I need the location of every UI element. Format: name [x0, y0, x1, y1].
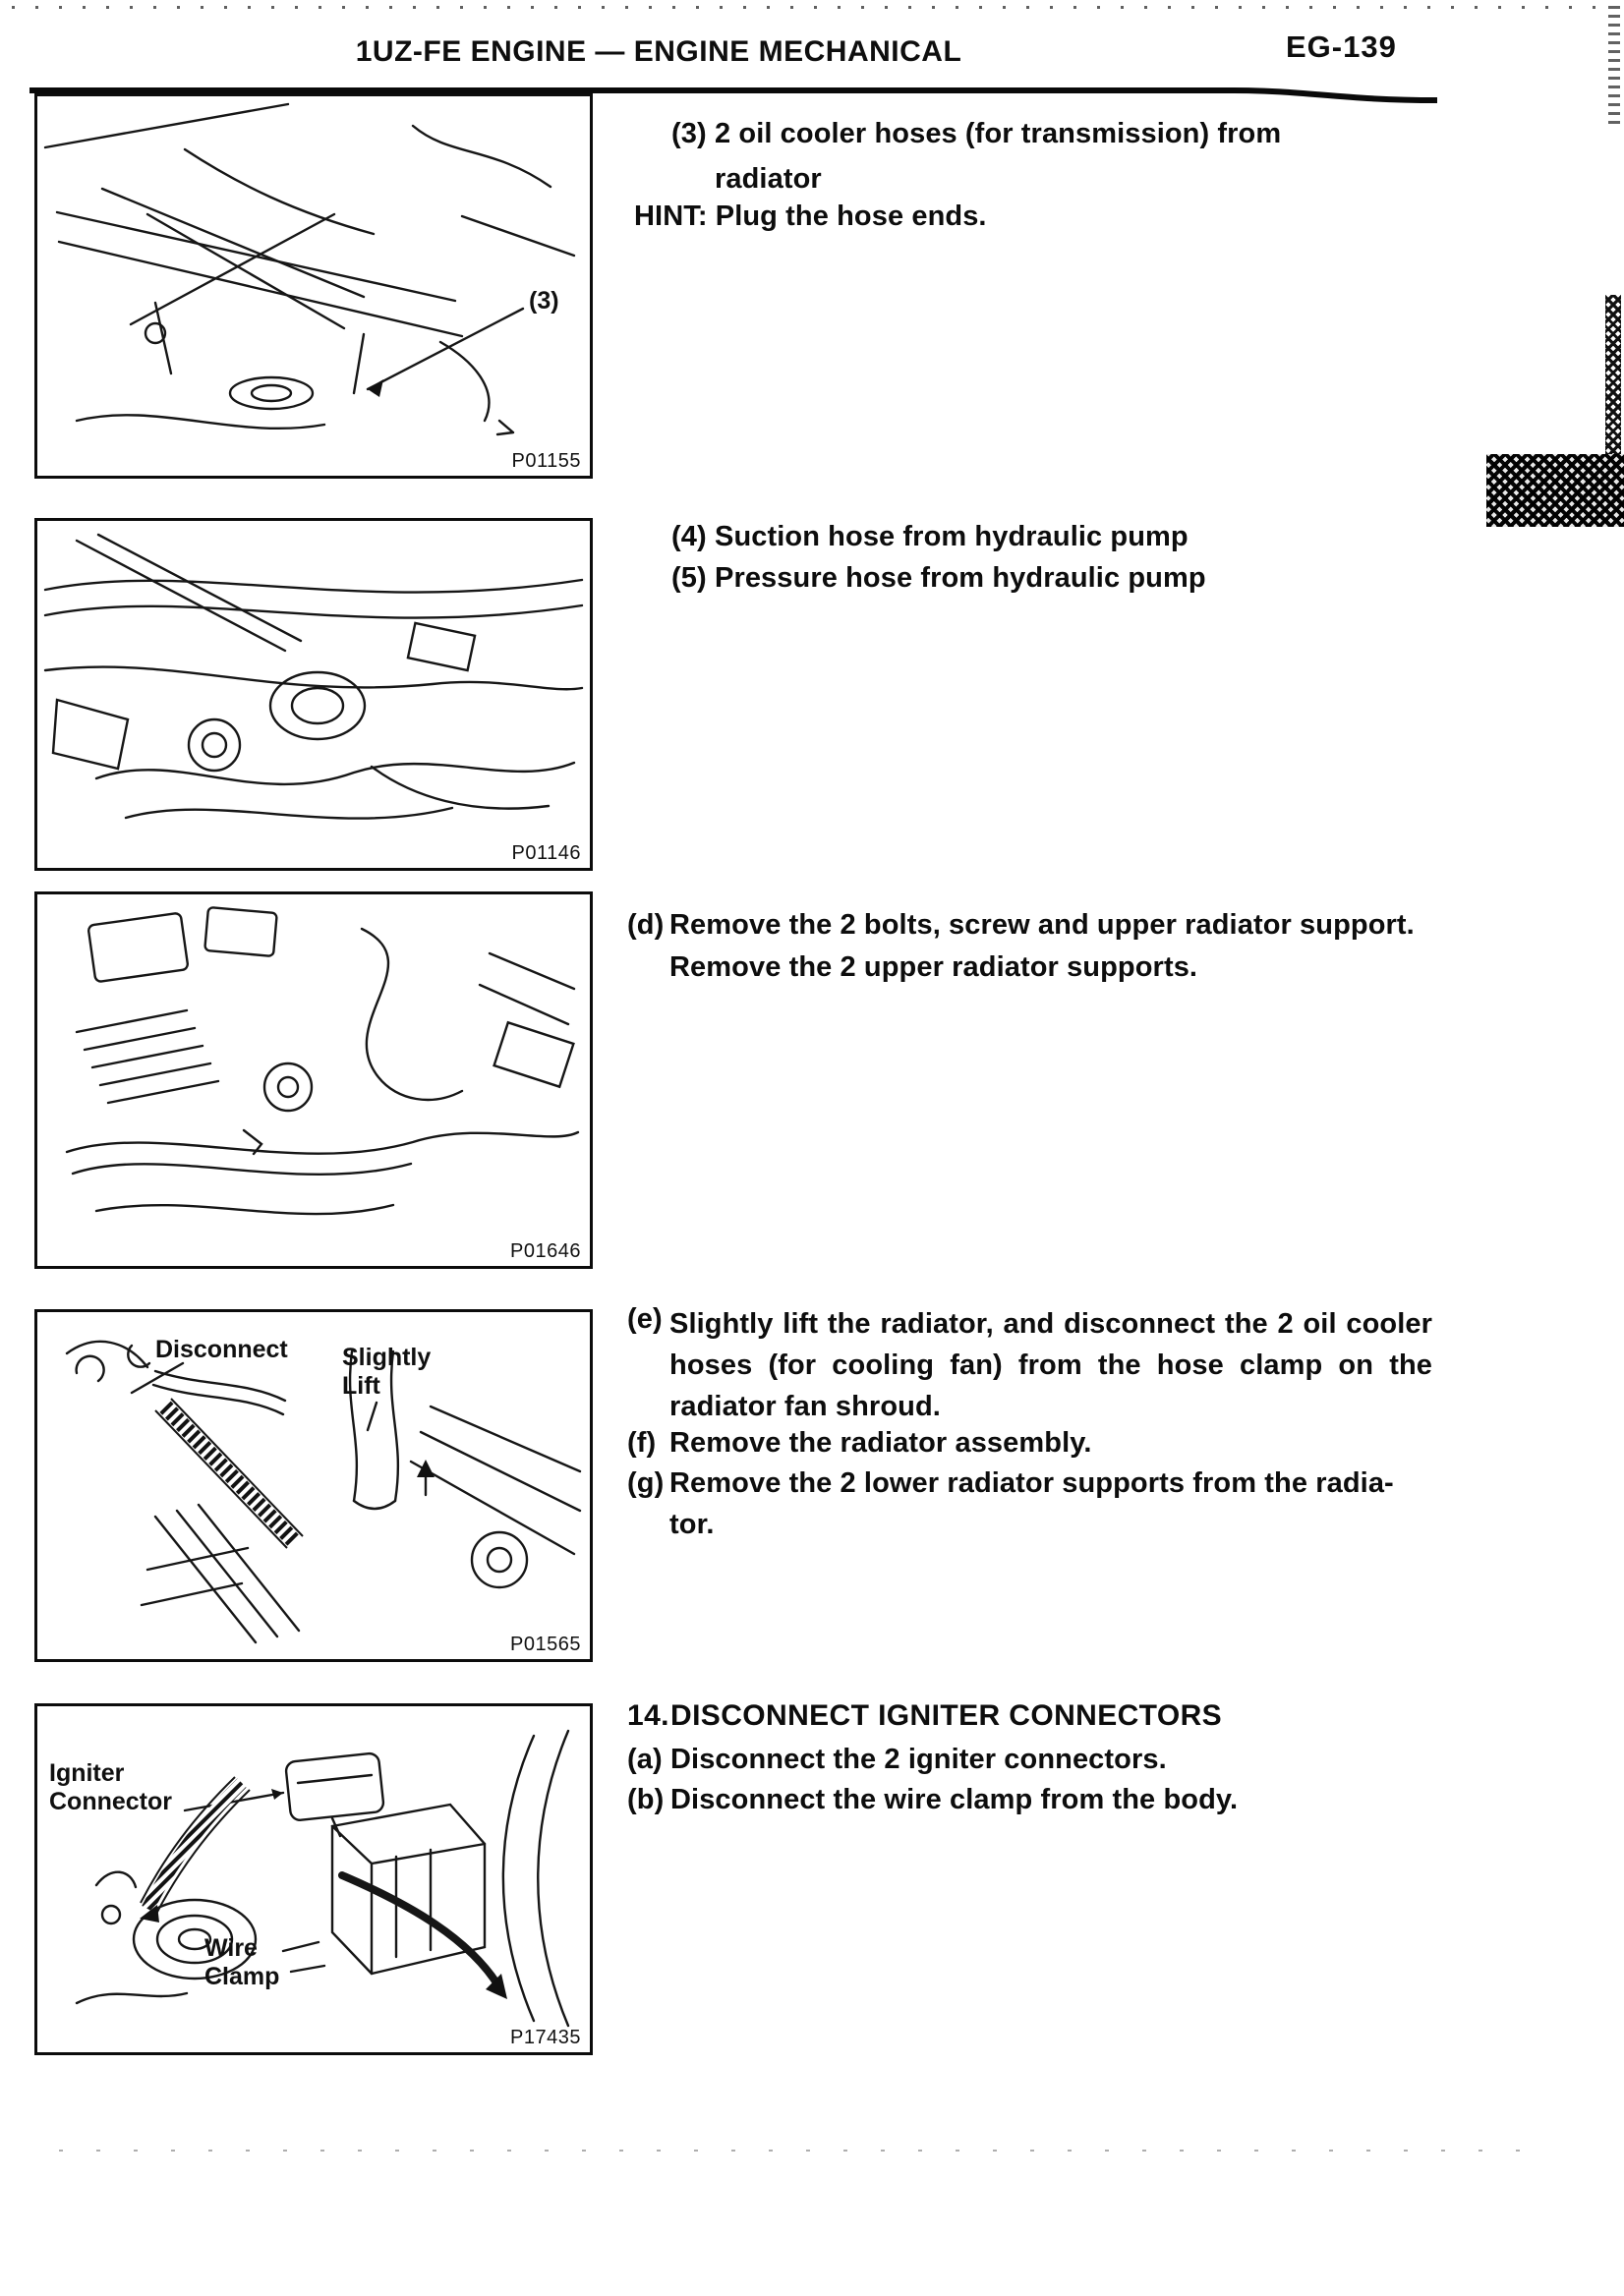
- step-g-text-line2: tor.: [669, 1509, 715, 1540]
- step-g-label: (g): [627, 1467, 665, 1499]
- step-5-label: (5): [671, 562, 707, 594]
- step-b-text: Disconnect the wire clamp from the body.: [670, 1784, 1239, 1815]
- figure-igniter-connectors: [34, 1703, 593, 2055]
- step-4-label: (4): [671, 521, 707, 552]
- figure-oil-cooler-hoses: [34, 93, 593, 479]
- step-a-label: (a): [627, 1744, 663, 1775]
- step-5-text: Pressure hose from hydraulic pump: [715, 562, 1206, 594]
- engine-illustration: [37, 1706, 590, 2046]
- figure-code: P17435: [510, 2027, 581, 2048]
- figure-radiator-lift: [34, 1309, 593, 1662]
- callout-slightly-lift: Slightly Lift: [342, 1344, 432, 1400]
- engine-illustration: [37, 96, 590, 476]
- figure-code: P01646: [510, 1240, 581, 1262]
- step-3-text-line2: radiator: [715, 163, 822, 195]
- page-title: 1UZ-FE ENGINE — ENGINE MECHANICAL: [355, 35, 962, 68]
- step-b-label: (b): [627, 1784, 665, 1815]
- figure-code: P01565: [510, 1634, 581, 1655]
- figure-callout-3: (3): [529, 287, 559, 315]
- step-3-text-line1: 2 oil cooler hoses (for transmission) from: [715, 118, 1282, 149]
- figure-code: P01155: [511, 450, 581, 472]
- step-e-text: Slightly lift the radiator, and disconnect the 2 oil cooler hoses (for cooling fan) from the hose clamp on the radiator fan shroud.: [669, 1308, 1432, 1422]
- callout-wire-clamp: Wire Clamp: [204, 1934, 280, 1990]
- figure-upper-radiator-support: [34, 891, 593, 1269]
- step-d-label: (d): [627, 909, 665, 941]
- callout-disconnect: Disconnect: [155, 1336, 288, 1363]
- engine-illustration: [37, 521, 590, 862]
- step-a-text: Disconnect the 2 igniter connectors.: [670, 1744, 1167, 1775]
- step-14-number: 14.: [627, 1699, 669, 1732]
- step-d-text-line1: Remove the 2 bolts, screw and upper radiator support.: [669, 909, 1415, 941]
- step-e-label: (e): [627, 1303, 663, 1335]
- engine-illustration: [37, 1312, 590, 1653]
- page-number: EG-139: [1286, 29, 1397, 64]
- callout-igniter-connector: Igniter Connector: [49, 1759, 172, 1815]
- step-4-text: Suction hose from hydraulic pump: [715, 521, 1189, 552]
- scan-noise-bottom: [59, 2150, 1524, 2152]
- step-f-text: Remove the radiator assembly.: [669, 1427, 1092, 1459]
- figure-code: P01146: [511, 842, 581, 864]
- step-f-label: (f): [627, 1427, 657, 1459]
- step-d-text-line2: Remove the 2 upper radiator supports.: [669, 951, 1198, 983]
- step-3-label: (3): [671, 118, 707, 149]
- engine-illustration: [37, 894, 590, 1260]
- step-14-title: DISCONNECT IGNITER CONNECTORS: [670, 1699, 1223, 1732]
- hint-text: HINT: Plug the hose ends.: [634, 201, 987, 232]
- step-g-text-line1: Remove the 2 lower radiator supports from the radia-: [669, 1467, 1394, 1499]
- section-tab: [1486, 454, 1624, 527]
- figure-hydraulic-pump-hoses: [34, 518, 593, 871]
